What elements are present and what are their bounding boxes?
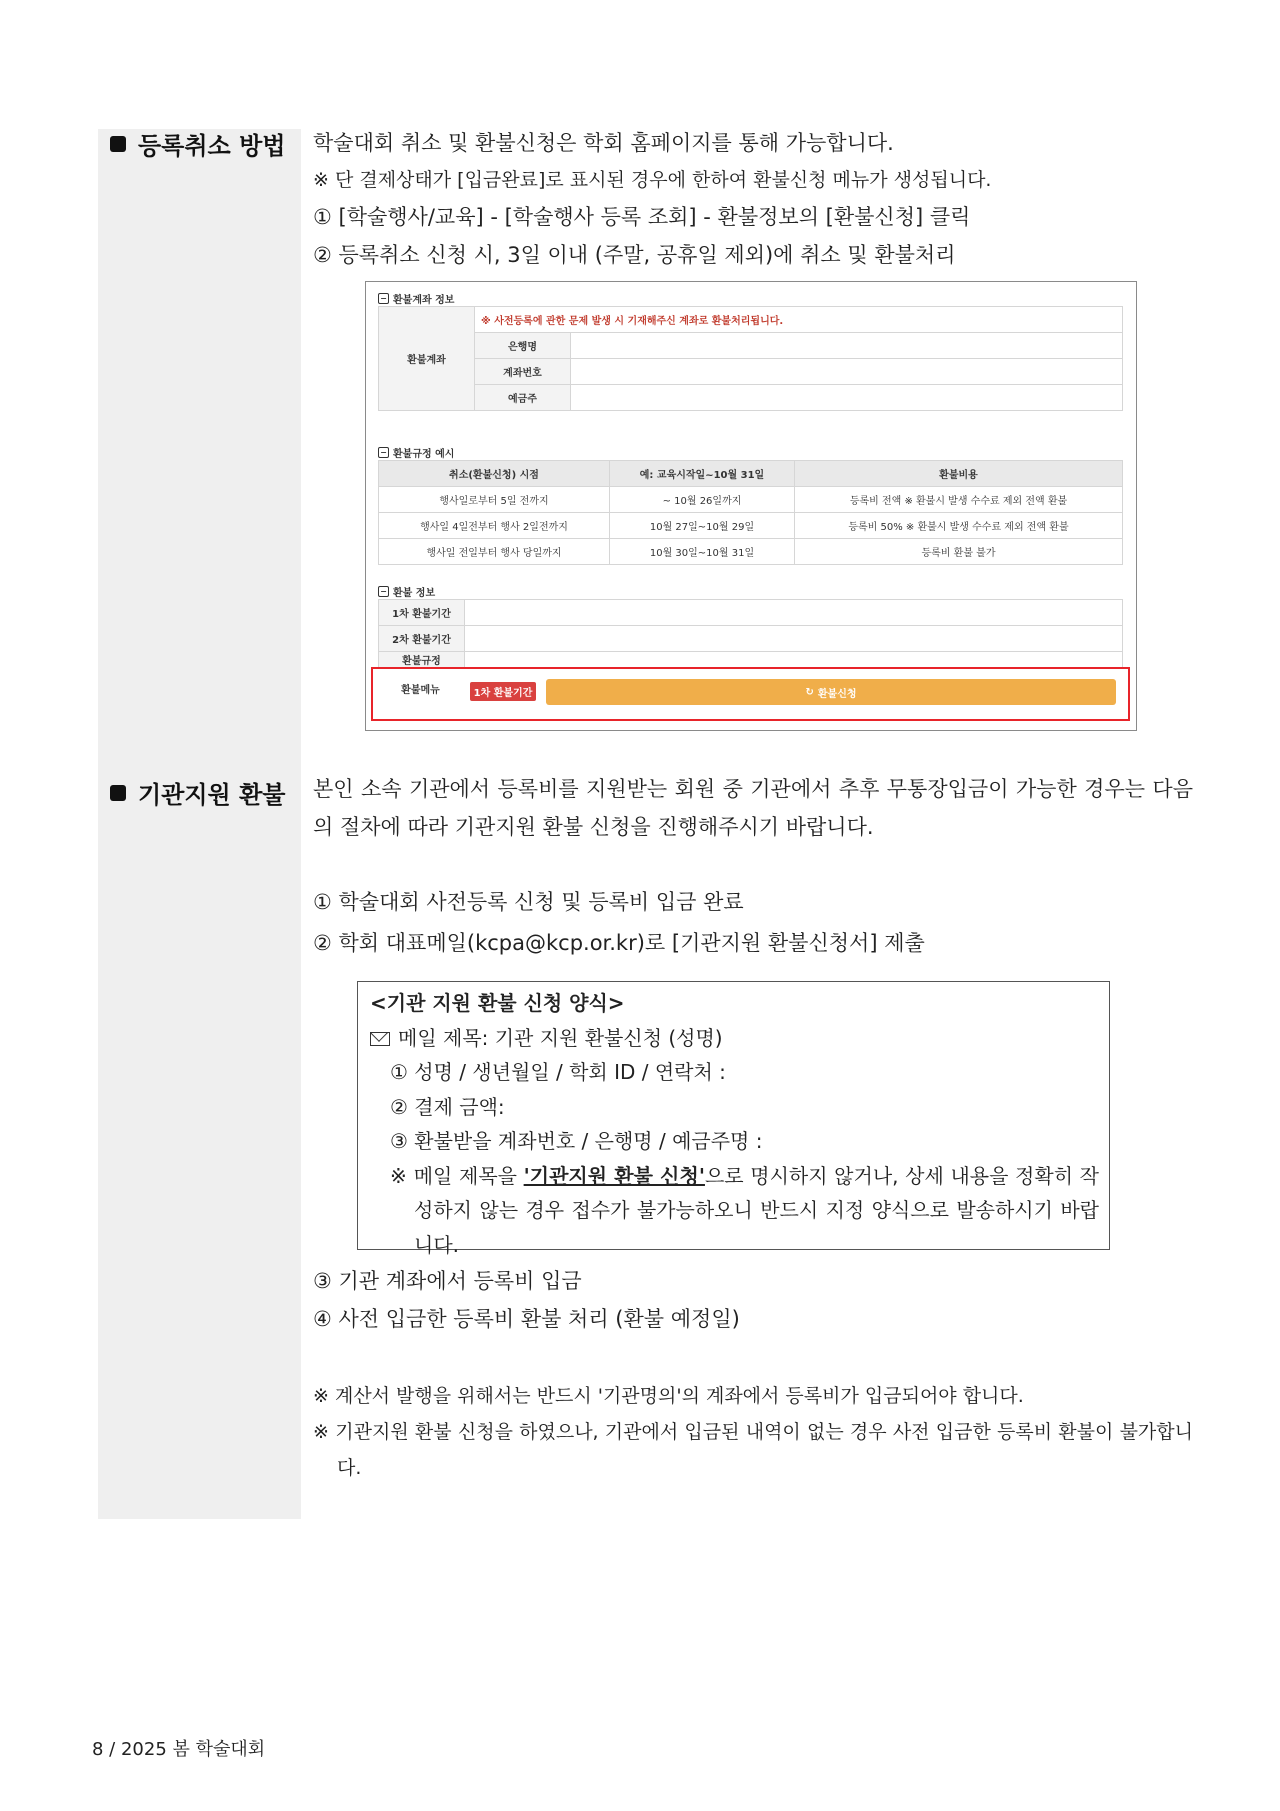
form-item-3: ③ 환불받을 계좌번호 / 은행명 / 예금주명 : bbox=[390, 1129, 763, 1153]
refresh-icon: ↻ bbox=[805, 686, 814, 698]
minus-box-icon: − bbox=[378, 447, 389, 458]
square-bullet-icon bbox=[110, 785, 126, 801]
rule-label: 환불규정 bbox=[379, 652, 465, 668]
institution-step-3: ③ 기관 계좌에서 등록비 입금 bbox=[313, 1269, 582, 1293]
rule-cell: 10월 30일~10월 31일 bbox=[610, 539, 795, 565]
form-item-2: ② 결제 금액: bbox=[390, 1094, 505, 1119]
envelope-icon bbox=[370, 1032, 390, 1046]
page-footer: 8 / 2025 봄 학술대회 bbox=[92, 1739, 266, 1760]
institution-note-2: ※ 기관지원 환불 신청을 하였으나, 기관에서 입금된 내역이 없는 경우 사전 입금한 등록비 환불이 불가합니다. bbox=[313, 1421, 1193, 1479]
period2-label: 2차 환불기간 bbox=[379, 626, 465, 652]
info-table bbox=[378, 599, 1123, 668]
holder-label: 예금주 bbox=[475, 385, 571, 411]
institution-note-1: ※ 계산서 발행을 위해서는 반드시 '기관명의'의 계좌에서 등록비가 입금되어야 합니다. bbox=[313, 1385, 1024, 1407]
minus-box-icon: − bbox=[378, 293, 389, 304]
bank-field[interactable] bbox=[571, 333, 1123, 359]
rule-table bbox=[378, 460, 1123, 565]
cancel-note: ※ 단 결제상태가 [입금완료]로 표시된 경우에 한하여 환불신청 메뉴가 생성됩니다. bbox=[313, 169, 992, 191]
table-row bbox=[379, 539, 1123, 565]
rule-cell: ~ 10월 26일까지 bbox=[610, 487, 795, 513]
square-bullet-icon bbox=[110, 136, 126, 152]
cancel-step-2: ② 등록취소 신청 시, 3일 이내 (주말, 공휴일 제외)에 취소 및 환불처리 bbox=[313, 243, 956, 267]
period-tag: 1차 환불기간 bbox=[470, 682, 536, 701]
rule-col-header: 취소(환불신청) 시점 bbox=[379, 461, 610, 487]
info-heading: − 환불 정보 bbox=[378, 584, 435, 599]
account-heading: − 환불계좌 정보 bbox=[378, 291, 454, 306]
institution-step-1: ① 학술대회 사전등록 신청 및 등록비 입금 완료 bbox=[313, 890, 744, 914]
rule-cell: 등록비 환불 불가 bbox=[795, 539, 1123, 565]
period1-label: 1차 환불기간 bbox=[379, 600, 465, 626]
refund-screenshot bbox=[365, 281, 1137, 731]
institution-step-4: ④ 사전 입금한 등록비 환불 처리 (환불 예정일) bbox=[313, 1307, 740, 1331]
rule-cell: 10월 27일~10월 29일 bbox=[610, 513, 795, 539]
mail-subject: 메일 제목: 기관 지원 환불신청 (성명) bbox=[370, 1021, 1099, 1056]
minus-box-icon: − bbox=[378, 586, 389, 597]
section-sidebar bbox=[98, 129, 301, 1519]
section-title-cancel: 등록취소 방법 bbox=[110, 126, 285, 161]
institution-content bbox=[313, 770, 1193, 964]
rule-value bbox=[465, 652, 1123, 668]
cancel-line: 학술대회 취소 및 환불신청은 학회 홈페이지를 통해 가능합니다. bbox=[313, 131, 894, 155]
cancel-step-1: ① [학술행사/교육] - [학술행사 등록 조회] - 환불정보의 [환불신청] 클릭 bbox=[313, 205, 971, 229]
period1-value bbox=[465, 600, 1123, 626]
cancel-content bbox=[313, 124, 1193, 274]
rule-cell: 등록비 50% ※ 환불시 발생 수수료 제외 전액 환불 bbox=[795, 513, 1123, 539]
account-warning: ※ 사전등록에 관한 문제 발생 시 기재해주신 계좌로 환불처리됩니다. bbox=[475, 307, 1123, 333]
form-item-1: ① 성명 / 생년월일 / 학회 ID / 연락처 : bbox=[390, 1060, 726, 1084]
table-row bbox=[379, 487, 1123, 513]
rule-cell: 행사일 전일부터 행사 당일까지 bbox=[379, 539, 610, 565]
rule-cell: 행사일 4일전부터 행사 2일전까지 bbox=[379, 513, 610, 539]
account-no-field[interactable] bbox=[571, 359, 1123, 385]
table-row bbox=[379, 513, 1123, 539]
rule-cell: 행사일로부터 5일 전까지 bbox=[379, 487, 610, 513]
rule-heading: − 환불규정 예시 bbox=[378, 445, 454, 460]
period2-value bbox=[465, 626, 1123, 652]
menu-label: 환불메뉴 bbox=[401, 685, 440, 696]
institution-step-2: ② 학회 대표메일(kcpa@kcp.or.kr)로 [기관지원 환불신청서] 제출 bbox=[313, 931, 925, 955]
account-no-label: 계좌번호 bbox=[475, 359, 571, 385]
form-title: <기관 지원 환불 신청 양식> bbox=[370, 991, 625, 1015]
institution-steps-cont bbox=[313, 1262, 1193, 1338]
bank-label: 은행명 bbox=[475, 333, 571, 359]
institution-notes bbox=[313, 1378, 1193, 1486]
account-label: 환불계좌 bbox=[379, 307, 475, 411]
holder-field[interactable] bbox=[571, 385, 1123, 411]
refund-form-template bbox=[357, 981, 1110, 1257]
section-title-institution: 기관지원 환불 bbox=[110, 775, 285, 810]
rule-col-header: 환불비용 bbox=[795, 461, 1123, 487]
refund-request-button[interactable]: ↻ 환불신청 bbox=[546, 679, 1116, 705]
institution-intro: 본인 소속 기관에서 등록비를 지원받는 회원 중 기관에서 추후 무통장입금이 가능한 경우는 다음의 절차에 따라 기관지원 환불 신청을 진행해주시기 바랍니다. bbox=[313, 777, 1193, 839]
account-table bbox=[378, 306, 1123, 411]
form-note: ※ 메일 제목을 '기관지원 환불 신청'으로 명시하지 않거나, 상세 내용을 정확히 작성하지 않는 경우 접수가 불가능하오니 반드시 지정 양식으로 발송하시기 바랍니다. bbox=[390, 1163, 1099, 1257]
rule-col-header: 예: 교육시작일~10월 31일 bbox=[610, 461, 795, 487]
rule-cell: 등록비 전액 ※ 환불시 발생 수수료 제외 전액 환불 bbox=[795, 487, 1123, 513]
